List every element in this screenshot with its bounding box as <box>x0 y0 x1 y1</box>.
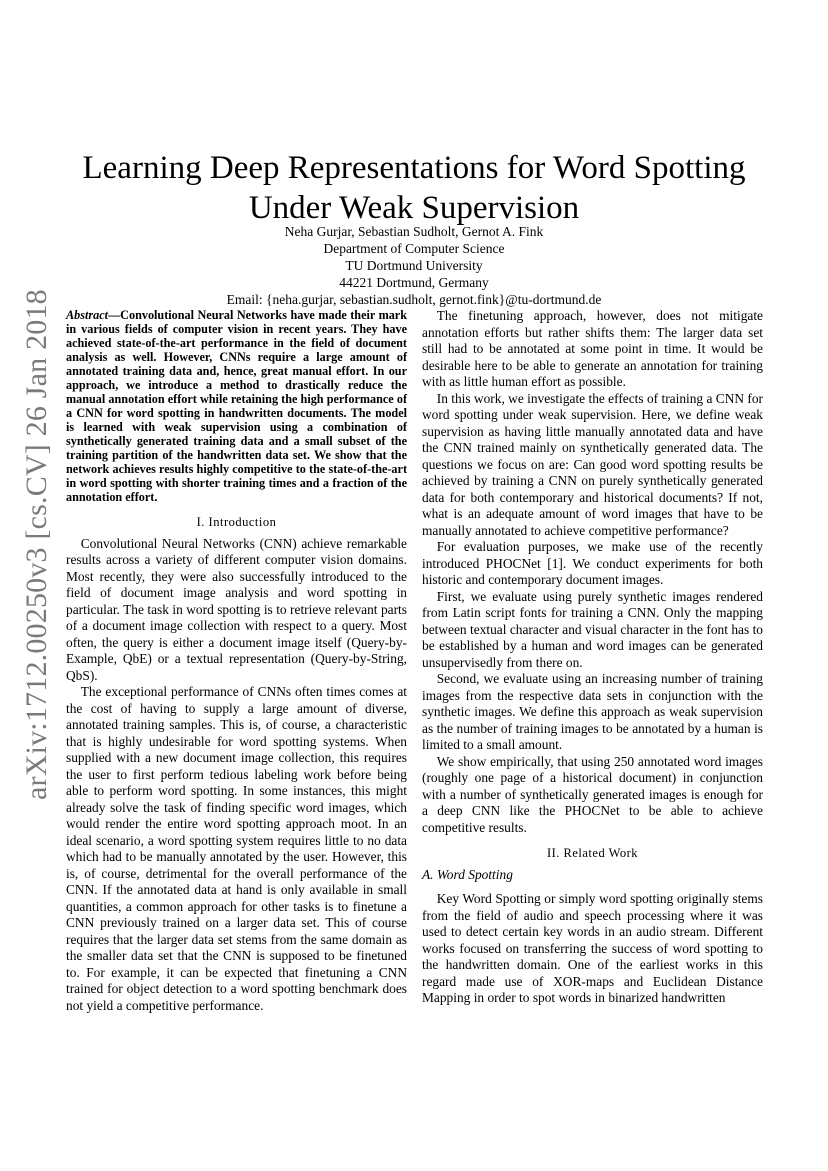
author-department: Department of Computer Science <box>323 241 505 256</box>
intro-paragraph-4: In this work, we investigate the effects of training a CNN for word spotting under weak supervision. Here, we define weak supervision as having little manually annotated data and have the CNN trained mainly on synthetically generated data. The questions we focus on are: Can good word spotting results be achieved by training a CNN on purely synthetically generated data for both contemporary and historical documents? If not, what is an adequate amount of word images that have to be manually annotated to achieve competitive performance? <box>422 390 763 538</box>
paper-title: Learning Deep Representations for Word Spotting Under Weak Supervision <box>82 150 746 227</box>
author-block <box>100 223 728 308</box>
intro-paragraph-5: For evaluation purposes, we make use of the recently introduced PHOCNet [1]. We conduct experiments for both historic and contemporary document images. <box>422 539 763 587</box>
author-email: Email: {neha.gurjar, sebastian.sudholt, gernot.fink}@tu-dortmund.de <box>226 292 602 307</box>
section-heading-introduction: I. Introduction <box>196 515 277 529</box>
author-city: 44221 Dortmund, Germany <box>339 275 489 290</box>
abstract-text: —Convolutional Neural Networks have made their mark in various fields of computer vision in recent years. They have achieved state-of-the-art performance in the field of document analysis as well. However, CNNs require a large amount of annotated training data and, hence, great manual effort. In our approach, we introduce a method to drastically reduce the manual annotation effort while retaining the high performance of a CNN for word spotting in handwritten documents. The model is learned with weak supervision using a combination of synthetically generated training data and a small subset of the training partition of the handwritten data set. We show that the network achieves results highly competitive to the state-of-the-art in word spotting with shorter training times and a fraction of the annotation effort. <box>66 308 407 504</box>
abstract <box>66 308 407 504</box>
intro-paragraph-7: Second, we evaluate using an increasing number of training images from the respective data sets in conjunction with the synthetic images. We define this approach as weak supervision as the number of training images to be annotated by a human is limited to a small amount. <box>422 671 763 752</box>
section-heading-related-work: II. Related Work <box>546 846 639 860</box>
left-column <box>66 308 407 1014</box>
author-university: TU Dortmund University <box>345 258 483 273</box>
abstract-label: Abstract <box>66 308 108 322</box>
intro-paragraph-8: We show empirically, that using 250 annotated word images (roughly one page of a historical document) in conjunction with a number of synthetically generated images is enough for a deep CNN like the PHOCNet to be able to achieve competitive results. <box>422 753 763 835</box>
intro-paragraph-2: The exceptional performance of CNNs often times comes at the cost of having to supply a large amount of diverse, annotated training samples. This is, of course, a characteristic that is highly undesirable for word spotting systems. When supplied with a new document image collection, this requires the user to first perform tedious labeling work before being able to perform word spotting. In some instances, this might already solve the task of finding specific word images, which would render the entire word spotting approach moot. In an ideal scenario, a word spotting system requires little to no data which had to be manually annotated by the user. However, this is, of course, detrimental for the overall performance of the CNN. If the annotated data at hand is only available in small quantities, a common approach for other tasks is to finetune a CNN previously trained on a larger data set. This of course requires that the larger data set stems from the same domain as the smaller data set that the CNN is supposed to be finetuned to. For example, it can be expected that finetuning a CNN trained for object detection to a word spotting benchmark does not yield a competitive performance. <box>66 684 407 1013</box>
author-names: Neha Gurjar, Sebastian Sudholt, Gernot A. Fink <box>284 224 544 239</box>
related-work-paragraph-1: Key Word Spotting or simply word spotting originally stems from the field of audio and speech processing where it was used to detect certain key words in an audio stream. Different works focused on transferring the success of word spotting to the handwritten domain. One of the earliest works in this regard made use of XOR-maps and Euclidean Distance Mapping in order to spot words in binarized handwritten <box>422 891 763 1005</box>
arxiv-identifier: arXiv:1712.00250v3 [cs.CV] 26 Jan 2018 <box>20 289 53 800</box>
intro-paragraph-6: First, we evaluate using purely synthetic images rendered from Latin script fonts for training a CNN. Only the mapping between textual character and visual character in the font has to be established by a human and word images can be generated unsupervisedly from there on. <box>422 588 763 670</box>
intro-paragraph-1: Convolutional Neural Networks (CNN) achieve remarkable results across a variety of different computer vision domains. Most recently, they were also successfully introduced to the field of document image analysis and word spotting in particular. The task in word spotting is to retrieve relevant parts of a document image collection with respect to a query. Most often, the query is either a document image itself (Query-by-Example, QbE) or a textual representation (Query-by-String, QbS). <box>66 535 407 683</box>
intro-paragraph-3: The finetuning approach, however, does not mitigate annotation efforts but rather shifts them: The larger data set still had to be annotated at some point in time. It would be desirable here to be able to generate an annotation for training with as little human effort as possible. <box>422 308 763 389</box>
right-column <box>422 308 763 1007</box>
subsection-heading-word-spotting: A. Word Spotting <box>422 866 513 882</box>
